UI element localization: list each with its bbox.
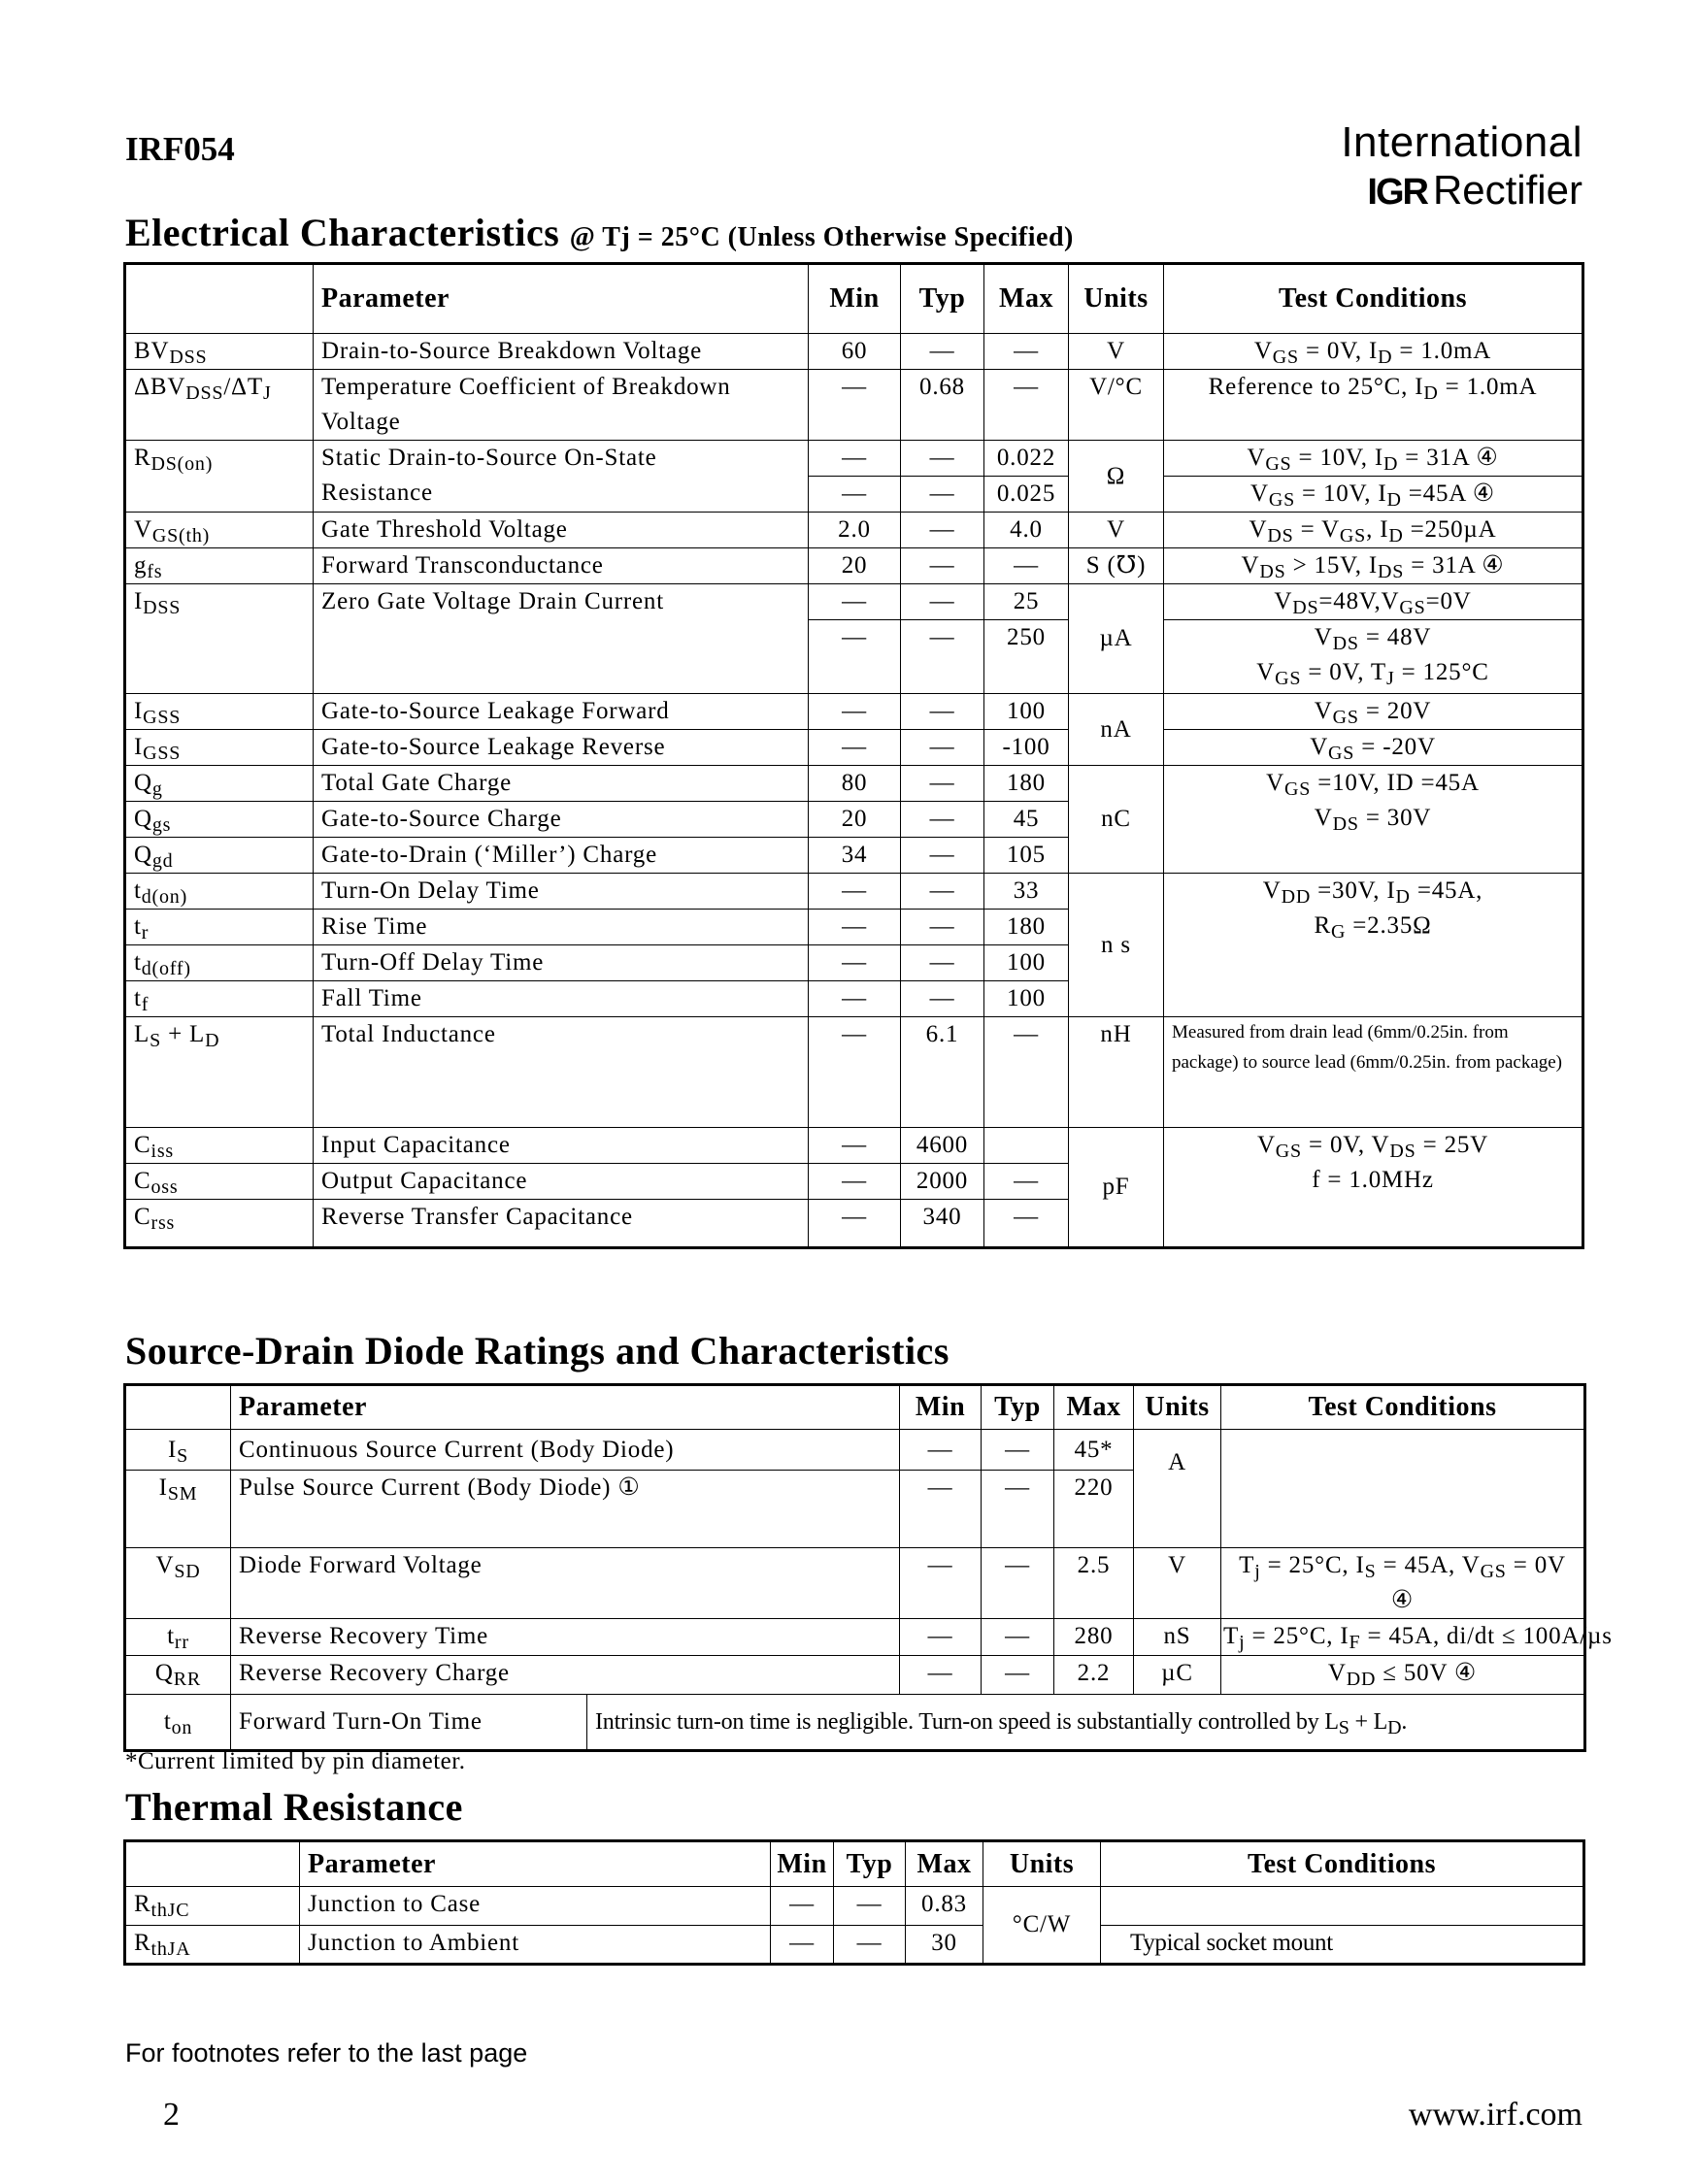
symbol: $C_{oss}$ bbox=[125, 1164, 314, 1200]
parameter: Gate Threshold Voltage bbox=[314, 513, 809, 548]
max: 280 bbox=[1054, 1619, 1134, 1656]
typ: — bbox=[901, 874, 984, 910]
units: nH bbox=[1069, 1017, 1164, 1128]
symbol: $Q_g$ bbox=[125, 766, 314, 802]
table-header-row bbox=[125, 264, 1583, 334]
symbol: $L_S + L_D$ bbox=[125, 1017, 314, 1128]
col-min: Min bbox=[771, 1841, 834, 1887]
min: 20 bbox=[809, 548, 901, 584]
test-condition: Intrinsic turn-on time is negligible. Turn-on speed is substantially controlled by $L_S + L_D$. bbox=[587, 1695, 1585, 1751]
symbol: $C_{rss}$ bbox=[125, 1200, 314, 1248]
symbol: $C_{iss}$ bbox=[125, 1128, 314, 1164]
units: A bbox=[1134, 1430, 1221, 1548]
typ: — bbox=[982, 1471, 1054, 1548]
parameter: Turn-On Delay Time bbox=[314, 874, 809, 910]
min: 60 bbox=[809, 334, 901, 370]
test-condition: $V_{DS} = 48V$ $V_{GS} = 0V$, $T_J = 125^\circ C$ bbox=[1164, 620, 1583, 694]
parameter: Forward Transconductance bbox=[314, 548, 809, 584]
table-row bbox=[125, 1695, 1585, 1751]
parameter: Drain-to-Source Breakdown Voltage bbox=[314, 334, 809, 370]
table-row bbox=[125, 513, 1583, 548]
min: — bbox=[809, 584, 901, 620]
typ: — bbox=[901, 548, 984, 584]
parameter: Forward Turn-On Time bbox=[231, 1695, 587, 1751]
test-condition: Typical socket mount bbox=[1101, 1926, 1584, 1965]
typ: — bbox=[982, 1430, 1054, 1471]
units: µC bbox=[1134, 1656, 1221, 1695]
parameter: Turn-Off Delay Time bbox=[314, 945, 809, 981]
symbol: $t_{d(off)}$ bbox=[125, 945, 314, 981]
symbol: $V_{SD}$ bbox=[125, 1548, 231, 1619]
col-max: Max bbox=[1054, 1385, 1134, 1430]
col-min: Min bbox=[809, 264, 901, 334]
test-condition: $V_{GS} = -20V$ bbox=[1164, 730, 1583, 766]
typ: — bbox=[834, 1887, 906, 1926]
symbol: $\Delta BV_{DSS}/\Delta T_J$ bbox=[125, 370, 314, 441]
typ: — bbox=[901, 334, 984, 370]
col-test-conditions: Test Conditions bbox=[1164, 264, 1583, 334]
test-condition: Measured from drain lead (6mm/0.25in. from package) to source lead (6mm/0.25in. from package) bbox=[1164, 1017, 1583, 1128]
typ: 340 bbox=[901, 1200, 984, 1248]
table-row bbox=[125, 1619, 1585, 1656]
min: 2.0 bbox=[809, 513, 901, 548]
test-condition: $V_{DS}=48V,V_{GS}=0V$ bbox=[1164, 584, 1583, 620]
col-typ: Typ bbox=[834, 1841, 906, 1887]
symbol: $R_{DS(on)}$ bbox=[125, 441, 314, 513]
min: — bbox=[900, 1619, 982, 1656]
col-min: Min bbox=[900, 1385, 982, 1430]
typ: — bbox=[901, 730, 984, 766]
table-row bbox=[125, 1430, 1585, 1471]
typ: 0.68 bbox=[901, 370, 984, 441]
page-number: 2 bbox=[163, 2097, 180, 2133]
col-units: Units bbox=[1134, 1385, 1221, 1430]
max: 33 bbox=[984, 874, 1069, 910]
typ: — bbox=[901, 910, 984, 945]
parameter: Pulse Source Current (Body Diode) ① bbox=[231, 1471, 900, 1548]
col-parameter: Parameter bbox=[231, 1385, 900, 1430]
typ: — bbox=[901, 441, 984, 477]
symbol: $t_r$ bbox=[125, 910, 314, 945]
min: — bbox=[809, 730, 901, 766]
symbol: $I_{DSS}$ bbox=[125, 584, 314, 694]
test-condition: $V_{GS} = 10V$, $I_D =45A$ ④ bbox=[1164, 477, 1583, 513]
diode-title: Source-Drain Diode Ratings and Characteristics bbox=[125, 1329, 949, 1373]
parameter: Static Drain-to-Source On-State Resistance bbox=[314, 441, 809, 513]
table-header-row bbox=[125, 1385, 1585, 1430]
symbol: $t_{d(on)}$ bbox=[125, 874, 314, 910]
electrical-title: Electrical Characteristics @ Tj = 25°C (Unless Otherwise Specified) bbox=[125, 211, 1074, 254]
min: — bbox=[809, 945, 901, 981]
typ: 6.1 bbox=[901, 1017, 984, 1128]
typ: 4600 bbox=[901, 1128, 984, 1164]
max: 2.2 bbox=[1054, 1656, 1134, 1695]
symbol: $R_{thJC}$ bbox=[125, 1887, 300, 1926]
max: 25 bbox=[984, 584, 1069, 620]
min: — bbox=[809, 441, 901, 477]
max: 0.025 bbox=[984, 477, 1069, 513]
part-number: IRF054 bbox=[125, 130, 235, 168]
min: — bbox=[809, 910, 901, 945]
diode-table bbox=[123, 1383, 1613, 1752]
table-row bbox=[125, 766, 1583, 802]
parameter: Total Gate Charge bbox=[314, 766, 809, 802]
units: nC bbox=[1069, 766, 1164, 874]
parameter: Rise Time bbox=[314, 910, 809, 945]
parameter: Total Inductance bbox=[314, 1017, 809, 1128]
units: µA bbox=[1069, 584, 1164, 694]
col-test-conditions: Test Conditions bbox=[1221, 1385, 1585, 1430]
units: V bbox=[1134, 1548, 1221, 1619]
max: — bbox=[984, 334, 1069, 370]
table-row bbox=[125, 730, 1583, 766]
col-parameter: Parameter bbox=[314, 264, 809, 334]
symbol: $t_{on}$ bbox=[125, 1695, 231, 1751]
parameter: Reverse Recovery Time bbox=[231, 1619, 900, 1656]
min: 80 bbox=[809, 766, 901, 802]
max: -100 bbox=[984, 730, 1069, 766]
typ: — bbox=[901, 838, 984, 874]
min: — bbox=[809, 874, 901, 910]
symbol: $t_{rr}$ bbox=[125, 1619, 231, 1656]
symbol: $I_{GSS}$ bbox=[125, 694, 314, 730]
col-test-conditions: Test Conditions bbox=[1101, 1841, 1584, 1887]
symbol: $Q_{RR}$ bbox=[125, 1656, 231, 1695]
min: 34 bbox=[809, 838, 901, 874]
table-row bbox=[125, 370, 1583, 441]
units: S (℧) bbox=[1069, 548, 1164, 584]
min: — bbox=[809, 981, 901, 1017]
typ: — bbox=[901, 945, 984, 981]
typ: — bbox=[901, 477, 984, 513]
parameter: Output Capacitance bbox=[314, 1164, 809, 1200]
parameter: Diode Forward Voltage bbox=[231, 1548, 900, 1619]
min: — bbox=[771, 1926, 834, 1965]
table-row bbox=[125, 1887, 1584, 1926]
units: pF bbox=[1069, 1128, 1164, 1248]
typ: — bbox=[901, 981, 984, 1017]
table-row bbox=[125, 1548, 1585, 1619]
logo-line2: Rectifier bbox=[1432, 167, 1582, 213]
max: 45* bbox=[1054, 1430, 1134, 1471]
units: nA bbox=[1069, 694, 1164, 766]
col-units: Units bbox=[983, 1841, 1101, 1887]
min: 20 bbox=[809, 802, 901, 838]
symbol: $I_S$ bbox=[125, 1430, 231, 1471]
parameter: Gate-to-Source Charge bbox=[314, 802, 809, 838]
parameter: Gate-to-Drain (‘Miller’) Charge bbox=[314, 838, 809, 874]
table-row bbox=[125, 874, 1583, 910]
test-condition bbox=[1101, 1887, 1584, 1926]
col-parameter: Parameter bbox=[300, 1841, 771, 1887]
max bbox=[984, 1128, 1069, 1164]
symbol: $V_{GS(th)}$ bbox=[125, 513, 314, 548]
min: — bbox=[900, 1548, 982, 1619]
typ: 2000 bbox=[901, 1164, 984, 1200]
typ: — bbox=[901, 802, 984, 838]
typ: — bbox=[901, 766, 984, 802]
units: V/°C bbox=[1069, 370, 1164, 441]
max: 0.022 bbox=[984, 441, 1069, 477]
test-condition: $V_{GS} = 0V$, $I_D = 1.0mA$ bbox=[1164, 334, 1583, 370]
max: 4.0 bbox=[984, 513, 1069, 548]
units: n s bbox=[1069, 874, 1164, 1017]
max: — bbox=[984, 548, 1069, 584]
thermal-table bbox=[123, 1839, 1585, 1966]
parameter: Temperature Coefficient of Breakdown Voltage bbox=[314, 370, 809, 441]
test-condition: $V_{DD} =30V$, $I_D =45A$, $R_G =2.35\Omega$ bbox=[1164, 874, 1583, 1017]
min: — bbox=[900, 1656, 982, 1695]
min: — bbox=[809, 370, 901, 441]
test-condition: $V_{GS} = 10V$, $I_D = 31A$ ④ bbox=[1164, 441, 1583, 477]
min: — bbox=[809, 1017, 901, 1128]
max: 220 bbox=[1054, 1471, 1134, 1548]
col-typ: Typ bbox=[901, 264, 984, 334]
parameter: Gate-to-Source Leakage Reverse bbox=[314, 730, 809, 766]
typ: — bbox=[982, 1619, 1054, 1656]
test-condition: $T_j = 25^\circ C$, $I_F = 45A$, di/dt ≤ 100A/µs bbox=[1221, 1619, 1585, 1656]
max: 100 bbox=[984, 694, 1069, 730]
min: — bbox=[809, 477, 901, 513]
min: — bbox=[809, 1200, 901, 1248]
typ: — bbox=[901, 584, 984, 620]
test-condition: $V_{GS} = 20V$ bbox=[1164, 694, 1583, 730]
min: — bbox=[809, 1164, 901, 1200]
symbol: $BV_{DSS}$ bbox=[125, 334, 314, 370]
min: — bbox=[809, 620, 901, 694]
typ: — bbox=[901, 513, 984, 548]
table-row bbox=[125, 1017, 1583, 1128]
max: — bbox=[984, 1164, 1069, 1200]
min: — bbox=[900, 1471, 982, 1548]
parameter: Reverse Recovery Charge bbox=[231, 1656, 900, 1695]
symbol: $t_f$ bbox=[125, 981, 314, 1017]
max: — bbox=[984, 1017, 1069, 1128]
logo-line1: International bbox=[1341, 118, 1582, 166]
parameter: Reverse Transfer Capacitance bbox=[314, 1200, 809, 1248]
typ: — bbox=[901, 694, 984, 730]
thermal-title: Thermal Resistance bbox=[125, 1785, 463, 1829]
test-condition: $V_{DD} \le 50V$ ④ bbox=[1221, 1656, 1585, 1695]
logo-mark: IGR bbox=[1367, 172, 1427, 213]
table-row bbox=[125, 441, 1583, 477]
max: 180 bbox=[984, 910, 1069, 945]
parameter: Continuous Source Current (Body Diode) bbox=[231, 1430, 900, 1471]
col-max: Max bbox=[984, 264, 1069, 334]
table-row bbox=[125, 548, 1583, 584]
electrical-subtitle: @ Tj = 25°C (Unless Otherwise Specified) bbox=[569, 222, 1074, 252]
parameter: Input Capacitance bbox=[314, 1128, 809, 1164]
max: 180 bbox=[984, 766, 1069, 802]
table-row bbox=[125, 1656, 1585, 1695]
table-row bbox=[125, 584, 1583, 620]
table-row bbox=[125, 1128, 1583, 1164]
test-condition: $T_j = 25^\circ C$, $I_S = 45A$, $V_{GS} = 0V$ ④ bbox=[1221, 1548, 1585, 1619]
max: 0.83 bbox=[906, 1887, 983, 1926]
col-max: Max bbox=[906, 1841, 983, 1887]
table-row bbox=[125, 1926, 1584, 1965]
typ: — bbox=[982, 1656, 1054, 1695]
symbol: $I_{SM}$ bbox=[125, 1471, 231, 1548]
symbol: $Q_{gd}$ bbox=[125, 838, 314, 874]
min: — bbox=[900, 1430, 982, 1471]
max: 105 bbox=[984, 838, 1069, 874]
electrical-table bbox=[123, 262, 1584, 1249]
units: °C/W bbox=[983, 1887, 1101, 1965]
company-logo bbox=[1341, 118, 1582, 215]
parameter: Junction to Case bbox=[300, 1887, 771, 1926]
symbol: $Q_{gs}$ bbox=[125, 802, 314, 838]
test-condition: $V_{DS} = V_{GS}$, $I_D =250\mu A$ bbox=[1164, 513, 1583, 548]
units: nS bbox=[1134, 1619, 1221, 1656]
typ: — bbox=[982, 1548, 1054, 1619]
test-condition: $V_{GS} =10V$, ID =45A $V_{DS} = 30V$ bbox=[1164, 766, 1583, 874]
symbol: $R_{thJA}$ bbox=[125, 1926, 300, 1965]
symbol: $g_{fs}$ bbox=[125, 548, 314, 584]
website-url[interactable]: www.irf.com bbox=[1408, 2097, 1582, 2133]
max: — bbox=[984, 370, 1069, 441]
col-units: Units bbox=[1069, 264, 1164, 334]
parameter: Zero Gate Voltage Drain Current bbox=[314, 584, 809, 694]
min: — bbox=[809, 694, 901, 730]
max: 2.5 bbox=[1054, 1548, 1134, 1619]
units: V bbox=[1069, 334, 1164, 370]
table-row bbox=[125, 334, 1583, 370]
max: 100 bbox=[984, 945, 1069, 981]
min: — bbox=[771, 1887, 834, 1926]
parameter: Gate-to-Source Leakage Forward bbox=[314, 694, 809, 730]
diode-footnote: *Current limited by pin diameter. bbox=[125, 1748, 466, 1774]
max: 250 bbox=[984, 620, 1069, 694]
max: 45 bbox=[984, 802, 1069, 838]
max: 30 bbox=[906, 1926, 983, 1965]
test-condition: Reference to 25°C, $I_D = 1.0mA$ bbox=[1164, 370, 1583, 441]
parameter: Junction to Ambient bbox=[300, 1926, 771, 1965]
table-header-row bbox=[125, 1841, 1584, 1887]
test-condition: $V_{DS} > 15V$, $I_{DS} = 31A$ ④ bbox=[1164, 548, 1583, 584]
min: — bbox=[809, 1128, 901, 1164]
parameter: Fall Time bbox=[314, 981, 809, 1017]
table-row bbox=[125, 694, 1583, 730]
footnote-reference: For footnotes refer to the last page bbox=[125, 2038, 528, 2068]
max: — bbox=[984, 1200, 1069, 1248]
max: 100 bbox=[984, 981, 1069, 1017]
units: Ω bbox=[1069, 441, 1164, 513]
typ: — bbox=[834, 1926, 906, 1965]
test-condition: $V_{GS} = 0V$, $V_{DS} = 25V$ f = 1.0MHz bbox=[1164, 1128, 1583, 1248]
col-typ: Typ bbox=[982, 1385, 1054, 1430]
units: V bbox=[1069, 513, 1164, 548]
symbol: $I_{GSS}$ bbox=[125, 730, 314, 766]
test-condition bbox=[1221, 1430, 1585, 1548]
typ: — bbox=[901, 620, 984, 694]
